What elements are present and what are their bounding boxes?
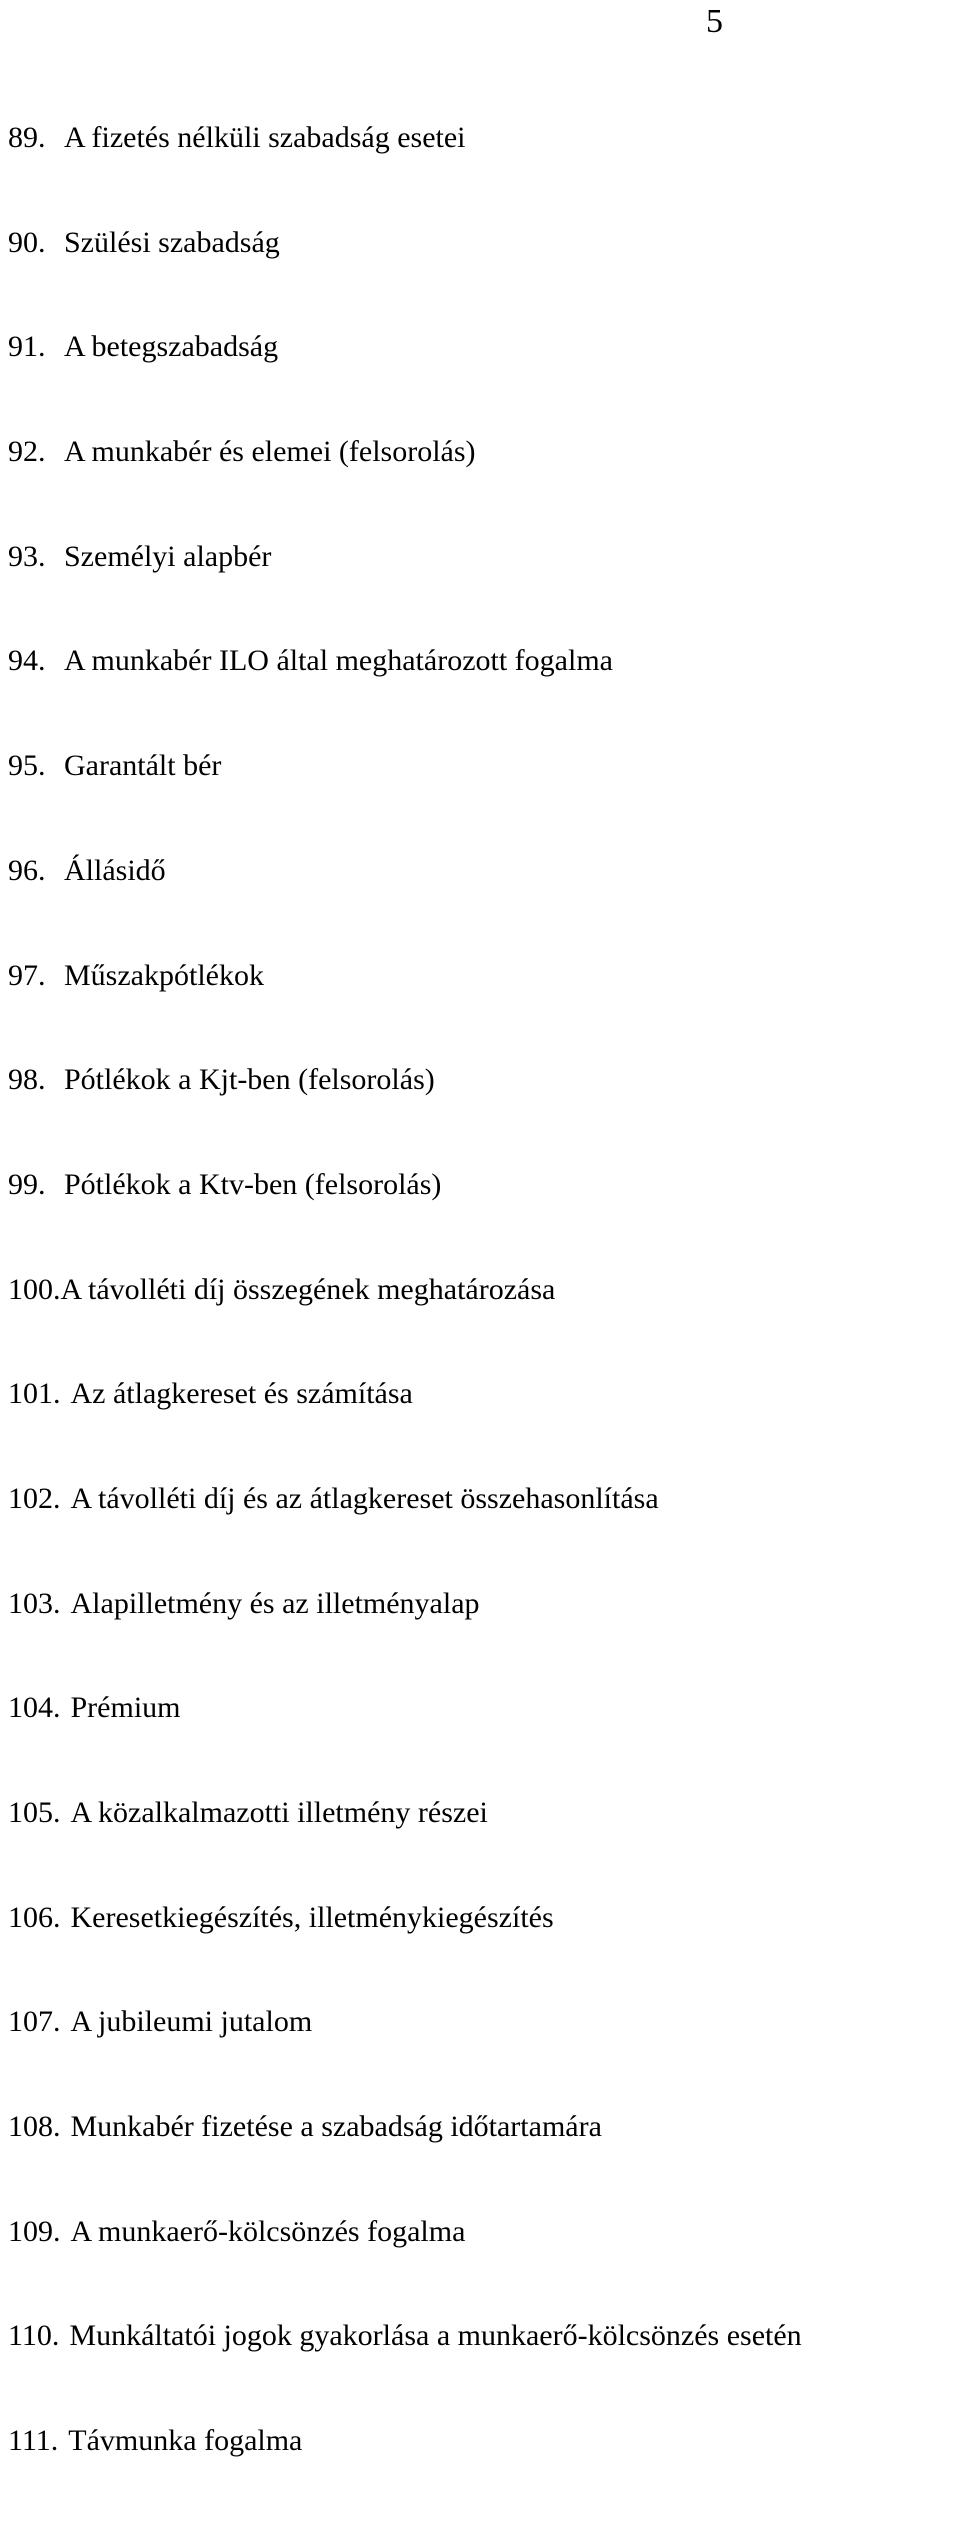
toc-item <box>8 2107 960 2212</box>
toc-item-title: Pótlékok a Kjt-ben (felsorolás) <box>64 1063 435 1097</box>
toc-item-title: Személyi alapbér <box>64 539 272 573</box>
toc-item-title: Munkabér fizetése a szabadság időtartamára <box>70 2110 602 2144</box>
toc-item-number: 92. <box>8 435 46 469</box>
toc-item-number: 101. <box>8 1377 61 1411</box>
toc-item <box>8 2212 960 2317</box>
toc-item <box>8 746 960 851</box>
toc-item <box>8 641 960 746</box>
toc-item <box>8 1898 960 2003</box>
toc-item-title: A jubileumi jutalom <box>70 2005 313 2039</box>
toc-item-number: 105. <box>8 1796 61 1829</box>
toc-item <box>8 1793 960 1898</box>
page-number: 5 <box>706 3 723 40</box>
toc-item-title: Távmunka fogalma <box>68 2424 303 2458</box>
toc-item-number: 104. <box>8 1691 61 1725</box>
toc-item <box>8 432 960 537</box>
toc-item <box>8 1165 960 1270</box>
toc-list <box>8 118 960 2526</box>
toc-item-title: A betegszabadság <box>64 330 279 364</box>
toc-item-number: 102. <box>8 1481 61 1515</box>
toc-item <box>8 2316 960 2421</box>
toc-item-number: 103. <box>8 1586 61 1620</box>
toc-item-number: 107. <box>8 2005 61 2039</box>
toc-item-number: 93. <box>8 539 46 573</box>
toc-item-title: A közalkalmazotti illetmény részei <box>70 1796 488 1829</box>
toc-item-title: Műszakpótlékok <box>64 958 264 992</box>
toc-item <box>8 2421 960 2526</box>
toc-item-title: Az átlagkereset és számítása <box>70 1377 413 1411</box>
toc-item <box>8 1270 960 1375</box>
toc-item-title: Alapilletmény és az illetményalap <box>70 1586 480 1620</box>
toc-item-title: Munkáltatói jogok gyakorlása a munkaerő-kölcsönzés esetén <box>69 2319 802 2353</box>
toc-item-title: Szülési szabadság <box>64 225 280 259</box>
toc-item <box>8 956 960 1061</box>
toc-item <box>8 2002 960 2107</box>
toc-item <box>8 1060 960 1165</box>
toc-item <box>8 327 960 432</box>
toc-item-title: A munkabér és elemei (felsorolás) <box>64 435 476 469</box>
toc-item-number: 106. <box>8 1900 61 1934</box>
toc-item-number: 99. <box>8 1167 46 1201</box>
toc-item-number: 98. <box>8 1063 46 1097</box>
toc-item-title: A fizetés nélküli szabadság esetei <box>64 121 466 154</box>
toc-item-title: A távolléti díj összegének meghatározása <box>60 1272 556 1306</box>
toc-item <box>8 1688 960 1793</box>
toc-item-number: 111. <box>8 2424 59 2458</box>
toc-item-title: Garantált bér <box>64 749 222 783</box>
toc-item-number: 110. <box>8 2319 60 2353</box>
toc-item-number: 100. <box>8 1272 61 1306</box>
toc-item-number: 95. <box>8 749 46 783</box>
toc-item-title: A munkabér ILO által meghatározott fogalma <box>64 644 613 678</box>
toc-item-number: 94. <box>8 644 46 678</box>
toc-item-title: Keresetkiegészítés, illetménykiegészítés <box>70 1900 554 1934</box>
toc-item-title: Pótlékok a Ktv-ben (felsorolás) <box>64 1167 442 1201</box>
toc-item-title: Prémium <box>70 1691 181 1725</box>
toc-item <box>8 1374 960 1479</box>
toc-item-title: Állásidő <box>64 853 166 887</box>
toc-item-number: 108. <box>8 2110 61 2144</box>
toc-item-title: A távolléti díj és az átlagkereset összehasonlítása <box>70 1481 659 1515</box>
toc-item-number: 109. <box>8 2214 61 2248</box>
toc-item <box>8 118 960 223</box>
toc-item <box>8 851 960 956</box>
toc-item <box>8 1479 960 1584</box>
toc-item-number: 96. <box>8 853 46 887</box>
toc-item-number: 97. <box>8 958 46 992</box>
toc-item-number: 90. <box>8 225 46 259</box>
toc-item <box>8 1584 960 1689</box>
toc-item <box>8 537 960 642</box>
toc-item <box>8 223 960 328</box>
toc-item-number: 91. <box>8 330 46 364</box>
toc-item-title: A munkaerő-kölcsönzés fogalma <box>70 2214 466 2248</box>
toc-item-number: 89. <box>8 121 46 154</box>
